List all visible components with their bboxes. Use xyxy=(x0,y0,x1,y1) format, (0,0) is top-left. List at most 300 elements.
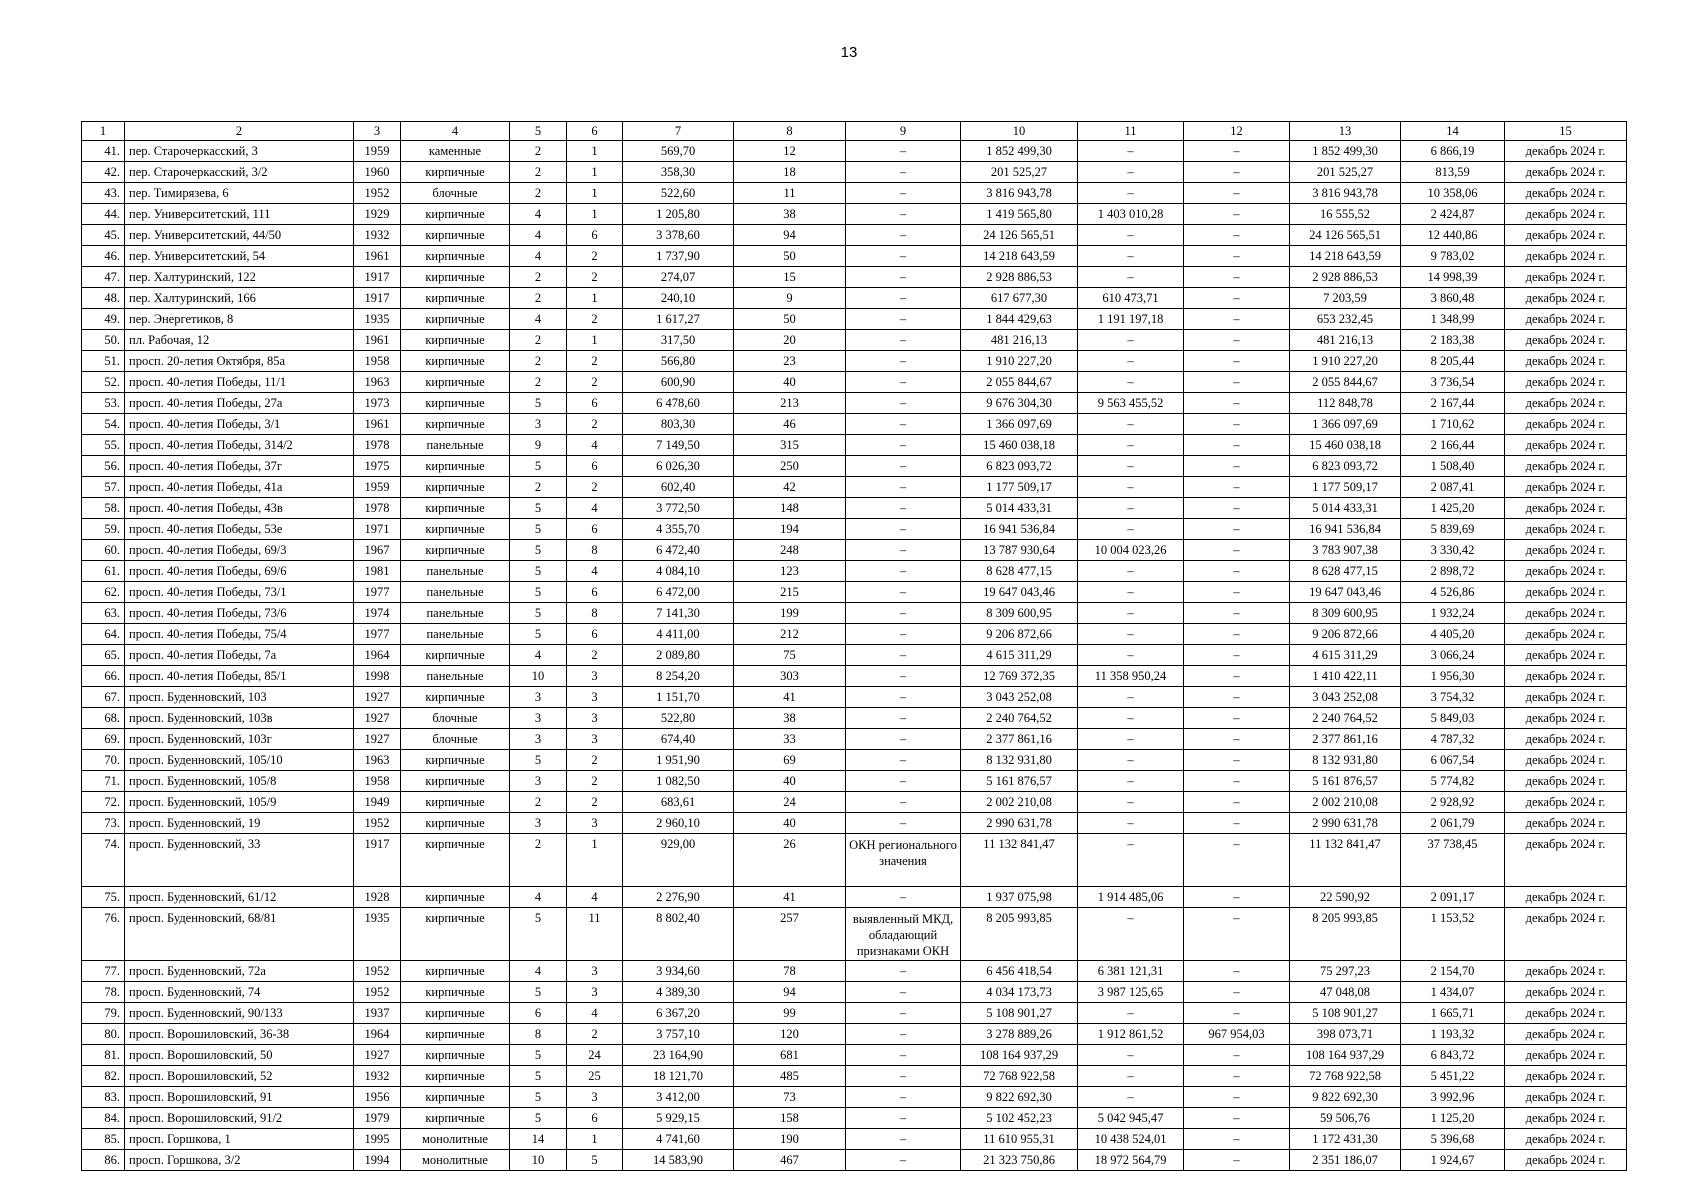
cell-okn-status: – xyxy=(846,204,961,225)
cell-residents: 212 xyxy=(734,624,846,645)
cell-wall-material: панельные xyxy=(401,561,510,582)
cell-total-area: 6 367,20 xyxy=(623,1003,734,1024)
cell-residents: 50 xyxy=(734,309,846,330)
cell-deadline: декабрь 2024 г. xyxy=(1505,414,1627,435)
cell-deadline: декабрь 2024 г. xyxy=(1505,603,1627,624)
cell-cost-budget: – xyxy=(1184,288,1290,309)
cell-cost-budget: – xyxy=(1184,330,1290,351)
cell-cost-budget: – xyxy=(1184,141,1290,162)
cell-cost-per-sqm: 1 425,20 xyxy=(1401,498,1505,519)
cell-entrances: 24 xyxy=(567,1045,623,1066)
cell-okn-status: – xyxy=(846,1108,961,1129)
cell-total-area: 5 929,15 xyxy=(623,1108,734,1129)
cell-total-area: 929,00 xyxy=(623,834,734,887)
cell-year-built: 1932 xyxy=(354,1066,401,1087)
table-row xyxy=(82,330,1627,351)
cell-row-number: 64. xyxy=(82,624,125,645)
cell-cost-total: 8 309 600,95 xyxy=(961,603,1078,624)
cell-floors: 5 xyxy=(510,1108,567,1129)
cell-row-number: 86. xyxy=(82,1150,125,1171)
cell-row-number: 74. xyxy=(82,834,125,887)
cell-row-number: 49. xyxy=(82,309,125,330)
table-row xyxy=(82,1129,1627,1150)
column-header-1: 1 xyxy=(82,122,125,141)
cell-year-built: 1929 xyxy=(354,204,401,225)
cell-cost-per-sqm: 3 860,48 xyxy=(1401,288,1505,309)
cell-cost-per-sqm: 1 665,71 xyxy=(1401,1003,1505,1024)
table-row xyxy=(82,813,1627,834)
cell-floors: 5 xyxy=(510,519,567,540)
cell-cost-total: 4 034 173,73 xyxy=(961,982,1078,1003)
cell-cost-fund: – xyxy=(1078,624,1184,645)
cell-cost-regional: 3 783 907,38 xyxy=(1290,540,1401,561)
cell-residents: 681 xyxy=(734,1045,846,1066)
cell-total-area: 1 617,27 xyxy=(623,309,734,330)
cell-entrances: 3 xyxy=(567,729,623,750)
cell-row-number: 75. xyxy=(82,887,125,908)
cell-cost-budget: 967 954,03 xyxy=(1184,1024,1290,1045)
cell-wall-material: кирпичные xyxy=(401,887,510,908)
cell-entrances: 1 xyxy=(567,330,623,351)
cell-deadline: декабрь 2024 г. xyxy=(1505,750,1627,771)
cell-row-number: 44. xyxy=(82,204,125,225)
cell-residents: 42 xyxy=(734,477,846,498)
cell-cost-fund: – xyxy=(1078,603,1184,624)
cell-total-area: 6 472,00 xyxy=(623,582,734,603)
column-header-8: 8 xyxy=(734,122,846,141)
cell-deadline: декабрь 2024 г. xyxy=(1505,1087,1627,1108)
cell-okn-status: – xyxy=(846,582,961,603)
cell-address: просп. Буденновский, 103в xyxy=(125,708,354,729)
cell-residents: 41 xyxy=(734,887,846,908)
cell-cost-total: 3 278 889,26 xyxy=(961,1024,1078,1045)
cell-cost-total: 617 677,30 xyxy=(961,288,1078,309)
cell-address: просп. Буденновский, 105/8 xyxy=(125,771,354,792)
cell-address: просп. 40-летия Победы, 69/6 xyxy=(125,561,354,582)
cell-address: просп. Ворошиловский, 52 xyxy=(125,1066,354,1087)
cell-okn-status: – xyxy=(846,414,961,435)
cell-deadline: декабрь 2024 г. xyxy=(1505,582,1627,603)
cell-okn-status: – xyxy=(846,792,961,813)
cell-cost-regional: 8 309 600,95 xyxy=(1290,603,1401,624)
cell-year-built: 1975 xyxy=(354,456,401,477)
cell-residents: 94 xyxy=(734,982,846,1003)
cell-deadline: декабрь 2024 г. xyxy=(1505,561,1627,582)
cell-cost-fund: – xyxy=(1078,246,1184,267)
cell-cost-total: 11 610 955,31 xyxy=(961,1129,1078,1150)
table-row xyxy=(82,1003,1627,1024)
cell-deadline: декабрь 2024 г. xyxy=(1505,267,1627,288)
cell-cost-budget: – xyxy=(1184,624,1290,645)
cell-cost-per-sqm: 4 787,32 xyxy=(1401,729,1505,750)
cell-entrances: 11 xyxy=(567,908,623,961)
cell-cost-regional: 22 590,92 xyxy=(1290,887,1401,908)
cell-cost-fund: – xyxy=(1078,414,1184,435)
cell-total-area: 8 802,40 xyxy=(623,908,734,961)
cell-cost-budget: – xyxy=(1184,687,1290,708)
cell-address: просп. Буденновский, 61/12 xyxy=(125,887,354,908)
cell-cost-regional: 2 990 631,78 xyxy=(1290,813,1401,834)
cell-cost-per-sqm: 1 193,32 xyxy=(1401,1024,1505,1045)
cell-okn-status: ОКН регионального значения xyxy=(846,834,961,887)
cell-row-number: 67. xyxy=(82,687,125,708)
cell-entrances: 4 xyxy=(567,1003,623,1024)
table-row xyxy=(82,1087,1627,1108)
housing-table xyxy=(81,121,1627,1171)
cell-deadline: декабрь 2024 г. xyxy=(1505,204,1627,225)
cell-cost-budget: – xyxy=(1184,1087,1290,1108)
cell-deadline: декабрь 2024 г. xyxy=(1505,771,1627,792)
cell-cost-regional: 47 048,08 xyxy=(1290,982,1401,1003)
cell-entrances: 8 xyxy=(567,540,623,561)
cell-wall-material: панельные xyxy=(401,624,510,645)
cell-cost-per-sqm: 1 710,62 xyxy=(1401,414,1505,435)
cell-row-number: 61. xyxy=(82,561,125,582)
cell-year-built: 1927 xyxy=(354,1045,401,1066)
cell-address: просп. Ворошиловский, 36-38 xyxy=(125,1024,354,1045)
table-row xyxy=(82,1150,1627,1171)
cell-residents: 123 xyxy=(734,561,846,582)
cell-address: просп. Горшкова, 1 xyxy=(125,1129,354,1150)
cell-residents: 213 xyxy=(734,393,846,414)
column-header-9: 9 xyxy=(846,122,961,141)
cell-cost-per-sqm: 2 061,79 xyxy=(1401,813,1505,834)
cell-cost-per-sqm: 5 396,68 xyxy=(1401,1129,1505,1150)
cell-wall-material: кирпичные xyxy=(401,372,510,393)
cell-floors: 4 xyxy=(510,204,567,225)
cell-floors: 4 xyxy=(510,309,567,330)
cell-cost-total: 5 161 876,57 xyxy=(961,771,1078,792)
cell-cost-total: 2 990 631,78 xyxy=(961,813,1078,834)
cell-address: просп. Буденновский, 105/10 xyxy=(125,750,354,771)
cell-total-area: 674,40 xyxy=(623,729,734,750)
cell-address: просп. Буденновский, 68/81 xyxy=(125,908,354,961)
cell-cost-per-sqm: 8 205,44 xyxy=(1401,351,1505,372)
cell-residents: 33 xyxy=(734,729,846,750)
cell-wall-material: блочные xyxy=(401,183,510,204)
cell-year-built: 1971 xyxy=(354,519,401,540)
cell-cost-fund: 1 912 861,52 xyxy=(1078,1024,1184,1045)
cell-wall-material: кирпичные xyxy=(401,792,510,813)
cell-cost-budget: – xyxy=(1184,603,1290,624)
cell-address: пер. Тимирязева, 6 xyxy=(125,183,354,204)
cell-year-built: 1960 xyxy=(354,162,401,183)
cell-deadline: декабрь 2024 г. xyxy=(1505,477,1627,498)
cell-cost-budget: – xyxy=(1184,456,1290,477)
cell-address: просп. 40-летия Победы, 73/6 xyxy=(125,603,354,624)
cell-cost-regional: 4 615 311,29 xyxy=(1290,645,1401,666)
cell-wall-material: монолитные xyxy=(401,1150,510,1171)
cell-okn-status: – xyxy=(846,1045,961,1066)
cell-okn-status: – xyxy=(846,1003,961,1024)
table-row xyxy=(82,582,1627,603)
cell-deadline: декабрь 2024 г. xyxy=(1505,288,1627,309)
cell-wall-material: кирпичные xyxy=(401,351,510,372)
cell-cost-budget: – xyxy=(1184,1066,1290,1087)
cell-cost-total: 201 525,27 xyxy=(961,162,1078,183)
cell-cost-total: 9 822 692,30 xyxy=(961,1087,1078,1108)
cell-entrances: 1 xyxy=(567,834,623,887)
cell-row-number: 45. xyxy=(82,225,125,246)
cell-cost-total: 11 132 841,47 xyxy=(961,834,1078,887)
cell-row-number: 73. xyxy=(82,813,125,834)
column-header-3: 3 xyxy=(354,122,401,141)
cell-cost-fund: – xyxy=(1078,645,1184,666)
table-row xyxy=(82,1108,1627,1129)
cell-row-number: 83. xyxy=(82,1087,125,1108)
table-row xyxy=(82,1066,1627,1087)
cell-residents: 467 xyxy=(734,1150,846,1171)
cell-address: пер. Университетский, 54 xyxy=(125,246,354,267)
cell-residents: 190 xyxy=(734,1129,846,1150)
cell-year-built: 1978 xyxy=(354,498,401,519)
cell-year-built: 1977 xyxy=(354,624,401,645)
cell-cost-total: 3 816 943,78 xyxy=(961,183,1078,204)
cell-okn-status: – xyxy=(846,288,961,309)
cell-cost-fund: 1 914 485,06 xyxy=(1078,887,1184,908)
table-row xyxy=(82,267,1627,288)
cell-okn-status: – xyxy=(846,666,961,687)
cell-okn-status: – xyxy=(846,267,961,288)
cell-address: просп. 40-летия Победы, 27а xyxy=(125,393,354,414)
table-row xyxy=(82,729,1627,750)
cell-row-number: 80. xyxy=(82,1024,125,1045)
cell-entrances: 2 xyxy=(567,414,623,435)
column-header-11: 11 xyxy=(1078,122,1184,141)
cell-cost-fund: – xyxy=(1078,813,1184,834)
cell-cost-regional: 3 043 252,08 xyxy=(1290,687,1401,708)
cell-cost-budget: – xyxy=(1184,834,1290,887)
cell-cost-per-sqm: 2 091,17 xyxy=(1401,887,1505,908)
cell-row-number: 81. xyxy=(82,1045,125,1066)
cell-cost-fund: – xyxy=(1078,435,1184,456)
cell-deadline: декабрь 2024 г. xyxy=(1505,1024,1627,1045)
cell-cost-fund: – xyxy=(1078,330,1184,351)
cell-cost-regional: 2 377 861,16 xyxy=(1290,729,1401,750)
column-header-15: 15 xyxy=(1505,122,1627,141)
table-row xyxy=(82,204,1627,225)
cell-row-number: 68. xyxy=(82,708,125,729)
cell-address: просп. 40-летия Победы, 73/1 xyxy=(125,582,354,603)
cell-floors: 5 xyxy=(510,1066,567,1087)
cell-deadline: декабрь 2024 г. xyxy=(1505,393,1627,414)
cell-wall-material: кирпичные xyxy=(401,750,510,771)
cell-deadline: декабрь 2024 г. xyxy=(1505,351,1627,372)
cell-floors: 5 xyxy=(510,456,567,477)
page-number: 13 xyxy=(840,44,858,61)
cell-total-area: 23 164,90 xyxy=(623,1045,734,1066)
cell-total-area: 569,70 xyxy=(623,141,734,162)
cell-okn-status: – xyxy=(846,330,961,351)
cell-floors: 3 xyxy=(510,687,567,708)
cell-cost-total: 1 937 075,98 xyxy=(961,887,1078,908)
cell-total-area: 7 141,30 xyxy=(623,603,734,624)
cell-entrances: 2 xyxy=(567,645,623,666)
cell-residents: 46 xyxy=(734,414,846,435)
table-row xyxy=(82,750,1627,771)
cell-address: пер. Старочеркасский, 3/2 xyxy=(125,162,354,183)
cell-residents: 38 xyxy=(734,708,846,729)
cell-cost-total: 2 928 886,53 xyxy=(961,267,1078,288)
cell-cost-per-sqm: 2 154,70 xyxy=(1401,961,1505,982)
cell-okn-status: – xyxy=(846,1129,961,1150)
cell-cost-fund: – xyxy=(1078,225,1184,246)
cell-wall-material: кирпичные xyxy=(401,330,510,351)
table-row xyxy=(82,246,1627,267)
cell-entrances: 3 xyxy=(567,813,623,834)
cell-cost-regional: 1 852 499,30 xyxy=(1290,141,1401,162)
cell-address: пл. Рабочая, 12 xyxy=(125,330,354,351)
table-row xyxy=(82,477,1627,498)
cell-cost-total: 8 628 477,15 xyxy=(961,561,1078,582)
cell-total-area: 358,30 xyxy=(623,162,734,183)
cell-cost-regional: 6 823 093,72 xyxy=(1290,456,1401,477)
cell-wall-material: блочные xyxy=(401,708,510,729)
cell-wall-material: каменные xyxy=(401,141,510,162)
column-header-12: 12 xyxy=(1184,122,1290,141)
cell-entrances: 3 xyxy=(567,666,623,687)
cell-floors: 10 xyxy=(510,1150,567,1171)
cell-okn-status: – xyxy=(846,982,961,1003)
cell-entrances: 4 xyxy=(567,435,623,456)
cell-wall-material: кирпичные xyxy=(401,961,510,982)
cell-floors: 2 xyxy=(510,162,567,183)
cell-row-number: 52. xyxy=(82,372,125,393)
cell-cost-fund: – xyxy=(1078,162,1184,183)
cell-row-number: 66. xyxy=(82,666,125,687)
cell-deadline: декабрь 2024 г. xyxy=(1505,982,1627,1003)
cell-row-number: 58. xyxy=(82,498,125,519)
table-row xyxy=(82,771,1627,792)
cell-wall-material: кирпичные xyxy=(401,204,510,225)
cell-wall-material: кирпичные xyxy=(401,498,510,519)
cell-cost-budget: – xyxy=(1184,183,1290,204)
cell-residents: 94 xyxy=(734,225,846,246)
cell-year-built: 1952 xyxy=(354,183,401,204)
cell-cost-total: 13 787 930,64 xyxy=(961,540,1078,561)
cell-floors: 3 xyxy=(510,708,567,729)
cell-address: пер. Университетский, 44/50 xyxy=(125,225,354,246)
cell-year-built: 1964 xyxy=(354,645,401,666)
cell-deadline: декабрь 2024 г. xyxy=(1505,1045,1627,1066)
cell-okn-status: – xyxy=(846,708,961,729)
cell-wall-material: панельные xyxy=(401,666,510,687)
cell-year-built: 1935 xyxy=(354,908,401,961)
cell-okn-status: – xyxy=(846,645,961,666)
cell-entrances: 6 xyxy=(567,624,623,645)
cell-entrances: 6 xyxy=(567,1108,623,1129)
cell-cost-regional: 19 647 043,46 xyxy=(1290,582,1401,603)
cell-total-area: 1 151,70 xyxy=(623,687,734,708)
cell-deadline: декабрь 2024 г. xyxy=(1505,435,1627,456)
cell-floors: 2 xyxy=(510,351,567,372)
cell-row-number: 53. xyxy=(82,393,125,414)
cell-cost-total: 72 768 922,58 xyxy=(961,1066,1078,1087)
cell-entrances: 5 xyxy=(567,1150,623,1171)
cell-row-number: 60. xyxy=(82,540,125,561)
cell-cost-fund: – xyxy=(1078,687,1184,708)
cell-okn-status: – xyxy=(846,393,961,414)
cell-floors: 5 xyxy=(510,624,567,645)
cell-floors: 5 xyxy=(510,393,567,414)
cell-residents: 9 xyxy=(734,288,846,309)
cell-okn-status: – xyxy=(846,1087,961,1108)
cell-total-area: 1 082,50 xyxy=(623,771,734,792)
cell-cost-total: 1 366 097,69 xyxy=(961,414,1078,435)
cell-entrances: 6 xyxy=(567,393,623,414)
cell-residents: 250 xyxy=(734,456,846,477)
cell-address: пер. Халтуринский, 166 xyxy=(125,288,354,309)
cell-entrances: 2 xyxy=(567,351,623,372)
cell-cost-budget: – xyxy=(1184,750,1290,771)
cell-cost-regional: 24 126 565,51 xyxy=(1290,225,1401,246)
cell-year-built: 1963 xyxy=(354,372,401,393)
cell-wall-material: кирпичные xyxy=(401,687,510,708)
cell-total-area: 3 757,10 xyxy=(623,1024,734,1045)
cell-entrances: 6 xyxy=(567,582,623,603)
cell-total-area: 6 478,60 xyxy=(623,393,734,414)
cell-entrances: 6 xyxy=(567,456,623,477)
cell-floors: 14 xyxy=(510,1129,567,1150)
cell-cost-regional: 1 366 097,69 xyxy=(1290,414,1401,435)
cell-cost-regional: 16 941 536,84 xyxy=(1290,519,1401,540)
cell-total-area: 2 276,90 xyxy=(623,887,734,908)
cell-year-built: 1974 xyxy=(354,603,401,624)
cell-total-area: 566,80 xyxy=(623,351,734,372)
cell-cost-regional: 72 768 922,58 xyxy=(1290,1066,1401,1087)
cell-cost-per-sqm: 2 898,72 xyxy=(1401,561,1505,582)
cell-entrances: 6 xyxy=(567,519,623,540)
cell-year-built: 1956 xyxy=(354,1087,401,1108)
cell-residents: 148 xyxy=(734,498,846,519)
cell-deadline: декабрь 2024 г. xyxy=(1505,330,1627,351)
table-header xyxy=(82,122,1627,141)
cell-wall-material: кирпичные xyxy=(401,908,510,961)
cell-cost-per-sqm: 4 405,20 xyxy=(1401,624,1505,645)
cell-cost-regional: 108 164 937,29 xyxy=(1290,1045,1401,1066)
cell-row-number: 46. xyxy=(82,246,125,267)
cell-total-area: 7 149,50 xyxy=(623,435,734,456)
table-row xyxy=(82,834,1627,887)
cell-cost-regional: 8 628 477,15 xyxy=(1290,561,1401,582)
cell-year-built: 1979 xyxy=(354,1108,401,1129)
cell-cost-fund: – xyxy=(1078,519,1184,540)
cell-residents: 78 xyxy=(734,961,846,982)
cell-deadline: декабрь 2024 г. xyxy=(1505,666,1627,687)
cell-total-area: 4 741,60 xyxy=(623,1129,734,1150)
cell-deadline: декабрь 2024 г. xyxy=(1505,887,1627,908)
cell-cost-regional: 9 822 692,30 xyxy=(1290,1087,1401,1108)
table-row xyxy=(82,961,1627,982)
cell-okn-status: – xyxy=(846,624,961,645)
cell-cost-per-sqm: 1 153,52 xyxy=(1401,908,1505,961)
cell-cost-budget: – xyxy=(1184,393,1290,414)
cell-floors: 2 xyxy=(510,141,567,162)
cell-residents: 38 xyxy=(734,204,846,225)
cell-floors: 4 xyxy=(510,225,567,246)
column-header-13: 13 xyxy=(1290,122,1401,141)
cell-residents: 20 xyxy=(734,330,846,351)
cell-cost-total: 6 456 418,54 xyxy=(961,961,1078,982)
cell-cost-budget: – xyxy=(1184,246,1290,267)
cell-row-number: 42. xyxy=(82,162,125,183)
cell-cost-fund: – xyxy=(1078,771,1184,792)
cell-residents: 485 xyxy=(734,1066,846,1087)
cell-address: просп. Ворошиловский, 50 xyxy=(125,1045,354,1066)
cell-wall-material: кирпичные xyxy=(401,393,510,414)
cell-total-area: 683,61 xyxy=(623,792,734,813)
cell-entrances: 1 xyxy=(567,204,623,225)
